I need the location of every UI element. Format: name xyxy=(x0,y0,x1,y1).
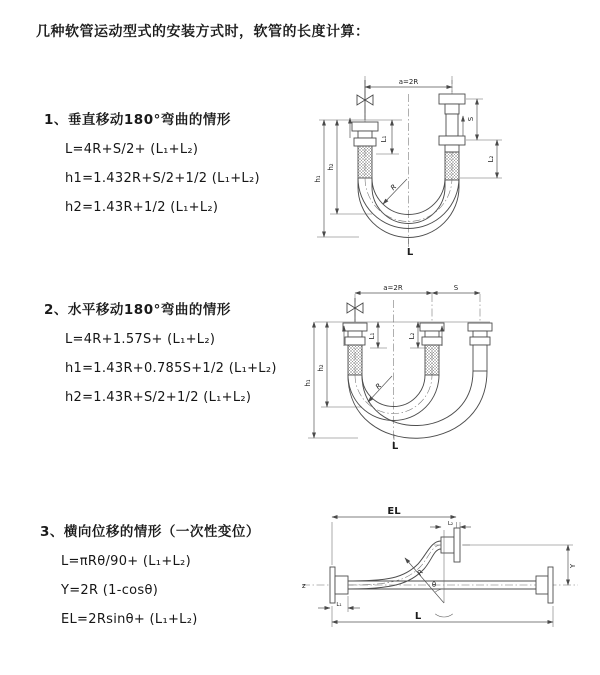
pipe-1 xyxy=(343,323,367,375)
dimension-l2 xyxy=(430,521,471,531)
formula-line: EL=2Rsinθ+ (L₁+L₂) xyxy=(61,612,198,627)
flange-right-original xyxy=(536,567,553,603)
diagram-horizontal-180-bend xyxy=(300,276,596,452)
svg-text:L: L xyxy=(391,441,399,452)
radius-callout xyxy=(383,179,407,204)
svg-text:L₁: L₁ xyxy=(368,332,376,340)
svg-text:L₁: L₁ xyxy=(336,602,342,608)
centerlines xyxy=(355,294,480,446)
section-1-heading: 1、垂直移动180°弯曲的情形 xyxy=(44,112,231,128)
section-3-number: 3、 xyxy=(40,524,64,540)
svg-text:h₂: h₂ xyxy=(327,163,335,171)
s-curve-hose-moved xyxy=(348,541,441,589)
svg-text:h₁: h₁ xyxy=(314,175,322,183)
svg-text:h₂: h₂ xyxy=(317,364,325,372)
svg-text:a=2R: a=2R xyxy=(398,78,419,86)
formula-line: L=4R+S/2+ (L₁+L₂) xyxy=(65,142,199,157)
svg-text:a=2R: a=2R xyxy=(383,284,403,292)
formula-line: L=4R+1.57S+ (L₁+L₂) xyxy=(65,332,216,347)
formula-line: h2=1.43R+S/2+1/2 (L₁+L₂) xyxy=(65,390,252,405)
dimension-l-total xyxy=(332,606,553,627)
diagram-vertical-180-bend xyxy=(306,66,598,264)
dimension-el xyxy=(332,506,457,565)
svg-text:EL: EL xyxy=(387,506,401,517)
formula-line: h1=1.432R+S/2+1/2 (L₁+L₂) xyxy=(65,171,260,186)
valve-icon xyxy=(357,80,373,120)
formula-line: L=πRθ/90+ (L₁+L₂) xyxy=(61,554,191,569)
dimension-a2r xyxy=(365,78,452,92)
pipe-2 xyxy=(420,323,444,375)
pipe-left xyxy=(352,122,378,178)
dimension-a2r xyxy=(355,284,432,293)
dimension-l2 xyxy=(460,140,502,178)
pipe-3-moved xyxy=(468,323,492,371)
dimension-h1 xyxy=(314,120,359,237)
radius-callout xyxy=(368,376,392,402)
svg-text:R: R xyxy=(374,381,384,392)
svg-text:L: L xyxy=(406,247,414,258)
diagram-lateral-displacement xyxy=(296,500,596,650)
axis-break-mark: z xyxy=(302,582,306,590)
svg-text:R: R xyxy=(415,568,426,578)
dimension-l1 xyxy=(376,120,399,154)
section-1 xyxy=(44,108,260,215)
svg-text:L₂: L₂ xyxy=(408,332,416,340)
section-2 xyxy=(44,298,277,405)
svg-text:S: S xyxy=(467,116,475,122)
dimension-y xyxy=(462,545,577,585)
section-1-number: 1、 xyxy=(44,112,68,128)
dimension-s xyxy=(432,284,480,293)
section-2-number: 2、 xyxy=(44,302,68,318)
dimension-l-total xyxy=(407,238,414,259)
pipe-right xyxy=(439,94,465,180)
svg-text:Y: Y xyxy=(569,563,577,569)
formula-line: Y=2R (1-cosθ) xyxy=(61,583,159,598)
svg-text:θ: θ xyxy=(431,581,437,589)
svg-text:L₂: L₂ xyxy=(487,155,495,163)
svg-text:L₂: L₂ xyxy=(447,521,454,527)
valve-icon xyxy=(347,298,363,322)
formula-line: h1=1.43R+0.785S+1/2 (L₁+L₂) xyxy=(65,361,277,376)
section-2-heading: 2、水平移动180°弯曲的情形 xyxy=(44,302,231,318)
dimension-l1 xyxy=(368,322,387,348)
flange-left xyxy=(330,567,348,603)
dimension-s xyxy=(466,99,502,140)
section-3-heading: 3、横向位移的情形（一次性变位） xyxy=(40,524,260,540)
svg-text:R: R xyxy=(389,182,399,193)
page-title: 几种软管运动型式的安装方式时，软管的长度计算： xyxy=(36,24,370,40)
svg-text:L: L xyxy=(414,611,422,622)
svg-text:L₁: L₁ xyxy=(380,135,388,143)
dimension-l1 xyxy=(318,596,360,612)
formula-line: h2=1.43R+1/2 (L₁+L₂) xyxy=(65,200,219,215)
svg-text:S: S xyxy=(453,284,459,292)
svg-text:h₁: h₁ xyxy=(304,379,312,387)
section-3 xyxy=(40,520,260,627)
